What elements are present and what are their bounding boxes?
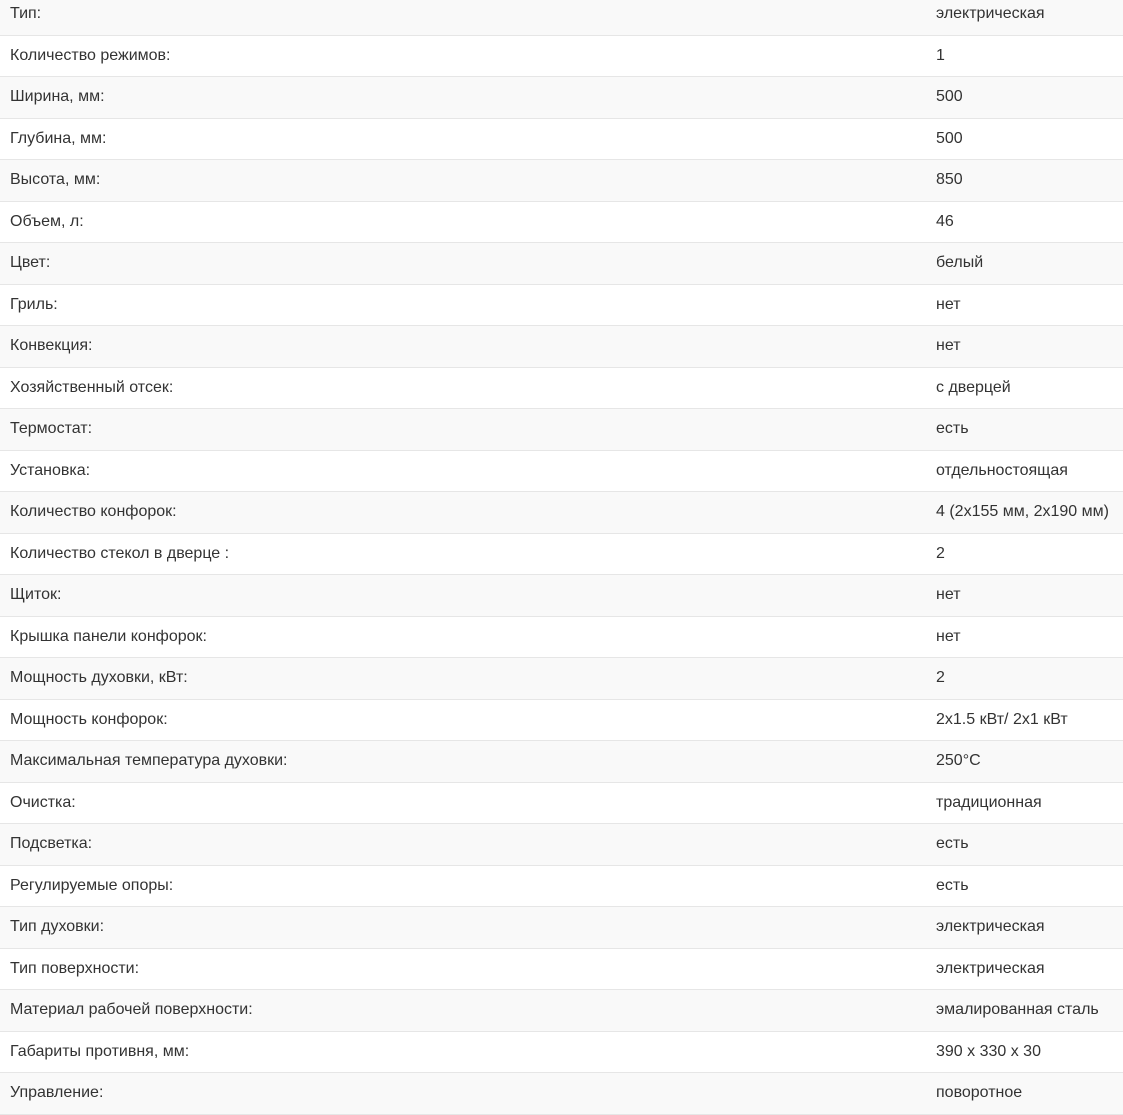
spec-row: [0, 534, 1123, 576]
spec-row: [0, 0, 1123, 36]
spec-row: [0, 409, 1123, 451]
spec-value: 500: [936, 129, 963, 147]
spec-row: [0, 617, 1123, 659]
spec-name: Высота, мм:: [10, 171, 101, 189]
spec-value: нет: [936, 337, 961, 355]
spec-value: нет: [936, 295, 961, 313]
spec-value: 2: [936, 669, 945, 687]
spec-row: [0, 326, 1123, 368]
spec-value: нет: [936, 586, 961, 604]
spec-row: [0, 1032, 1123, 1074]
spec-name: Тип поверхности:: [10, 959, 140, 977]
spec-name: Объем, л:: [10, 212, 84, 230]
spec-row: [0, 202, 1123, 244]
spec-name: Термостат:: [10, 420, 93, 438]
spec-row: [0, 1073, 1123, 1115]
spec-value: с дверцей: [936, 378, 1011, 396]
spec-value: 250°C: [936, 752, 981, 770]
spec-name: Количество стекол в дверце :: [10, 544, 230, 562]
spec-name: Гриль:: [10, 295, 58, 313]
spec-name: Управление:: [10, 1084, 104, 1102]
spec-row: [0, 949, 1123, 991]
spec-value: 2: [936, 544, 945, 562]
spec-value: поворотное: [936, 1084, 1023, 1102]
spec-name: Цвет:: [10, 254, 51, 272]
spec-row: [0, 451, 1123, 493]
spec-value: 2x1.5 кВт/ 2x1 кВт: [936, 710, 1068, 728]
spec-value: есть: [936, 420, 969, 438]
spec-name: Глубина, мм:: [10, 129, 107, 147]
spec-name: Мощность духовки, кВт:: [10, 669, 188, 687]
spec-row: [0, 119, 1123, 161]
spec-value: 46: [936, 212, 954, 230]
spec-row: [0, 990, 1123, 1032]
spec-name: Материал рабочей поверхности:: [10, 1001, 253, 1019]
spec-name: Конвекция:: [10, 337, 93, 355]
spec-row: [0, 866, 1123, 908]
spec-name: Количество режимов:: [10, 46, 171, 64]
spec-row: [0, 160, 1123, 202]
spec-value: есть: [936, 835, 969, 853]
spec-name: Крышка панели конфорок:: [10, 627, 207, 645]
spec-name: Мощность конфорок:: [10, 710, 168, 728]
spec-value: 1: [936, 46, 945, 64]
spec-value: электрическая: [936, 5, 1045, 23]
spec-row: [0, 368, 1123, 410]
spec-row: [0, 658, 1123, 700]
spec-value: 4 (2x155 мм, 2x190 мм): [936, 503, 1109, 521]
spec-row: [0, 824, 1123, 866]
spec-row: [0, 783, 1123, 825]
spec-name: Установка:: [10, 461, 91, 479]
spec-name: Максимальная температура духовки:: [10, 752, 288, 770]
spec-row: [0, 492, 1123, 534]
spec-name: Тип:: [10, 5, 42, 23]
spec-value: 850: [936, 171, 963, 189]
spec-name: Габариты противня, мм:: [10, 1042, 190, 1060]
spec-value: есть: [936, 876, 969, 894]
spec-value: электрическая: [936, 918, 1045, 936]
spec-row: [0, 36, 1123, 78]
spec-row: [0, 77, 1123, 119]
spec-value: эмалированная сталь: [936, 1001, 1099, 1019]
spec-value: 500: [936, 88, 963, 106]
spec-value: электрическая: [936, 959, 1045, 977]
spec-row: [0, 907, 1123, 949]
spec-name: Хозяйственный отсек:: [10, 378, 174, 396]
spec-name: Тип духовки:: [10, 918, 105, 936]
spec-row: [0, 285, 1123, 327]
spec-value: нет: [936, 627, 961, 645]
spec-name: Подсветка:: [10, 835, 93, 853]
spec-name: Ширина, мм:: [10, 88, 105, 106]
spec-value: 390 x 330 x 30: [936, 1042, 1041, 1060]
spec-value: отдельностоящая: [936, 461, 1068, 479]
spec-name: Щиток:: [10, 586, 62, 604]
spec-name: Регулируемые опоры:: [10, 876, 174, 894]
spec-row: [0, 700, 1123, 742]
spec-row: [0, 575, 1123, 617]
spec-value: белый: [936, 254, 984, 272]
spec-row: [0, 243, 1123, 285]
spec-name: Количество конфорок:: [10, 503, 177, 521]
spec-name: Очистка:: [10, 793, 76, 811]
spec-row: [0, 741, 1123, 783]
spec-value: традиционная: [936, 793, 1042, 811]
